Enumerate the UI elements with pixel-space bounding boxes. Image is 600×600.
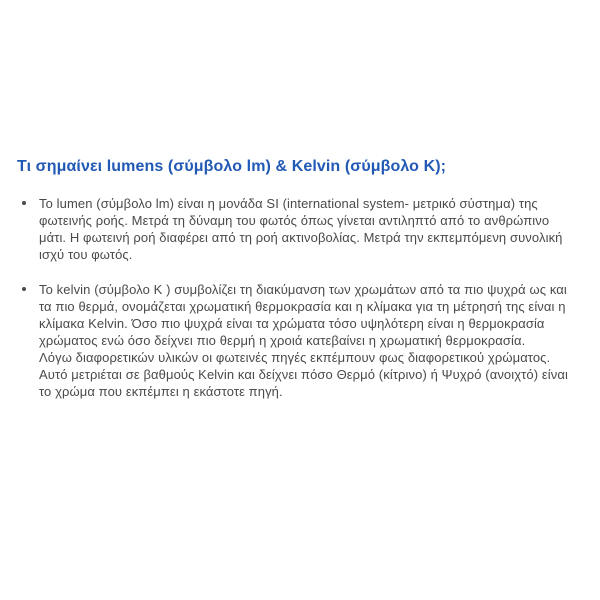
- list-item-lumen: [17, 195, 569, 263]
- kelvin-definition-text: Το kelvin (σύμβολο Κ ) συμβολίζει τη διακύμανση των χρωμάτων από τα πιο ψυχρά ως και τα πιο θερμά, ονομάζεται χρωματική θερμοκρασία και η κλίμακα για τη μέτρησή της είναι η κλίμακα Kelvin. Όσο πιο ψυχρά είναι τα χρώματα τόσο υψηλότερη είναι η θερμοκρασία χρώματος ενώ όσο δείχνει πιο θερμή η χροιά κατεβαίνει η χρωματική θερμοκρασία.: [39, 282, 567, 349]
- lumen-definition-text: Το lumen (σύμβολο lm) είναι η μονάδα SI (international system- μετρικό σύστημα) της φωτεινής ροής. Μετρά τη δύναμη του φωτός όπως γίνεται αντιληπτό από το ανθρώπινο μάτι. Η φωτεινή ροή διαφέρει από τη ροή ακτινοβολίας. Μετρά την εκπεμπόμενη συνολική ισχύ του φωτός.: [39, 196, 563, 263]
- bullet-dot-icon: [22, 201, 26, 205]
- kelvin-definition-continuation-text: Λόγω διαφορετικών υλικών οι φωτεινές πηγές εκπέμπουν φως διαφορετικού χρώματος. Αυτό μετριέται σε βαθμούς Kelvin και δείχνει πόσο Θερμό (κίτρινο) ή Ψυχρό (ανοιχτό) είναι το χρώμα που εκπέμπει η εκάστοτε πηγή.: [39, 350, 568, 400]
- page-title: Τι σημαίνει lumens (σύμβολο lm) & Kelvin (σύμβολο K);: [17, 158, 447, 175]
- bullet-dot-icon: [22, 287, 26, 291]
- bullet-list: [17, 195, 569, 400]
- list-item-kelvin: [17, 281, 569, 400]
